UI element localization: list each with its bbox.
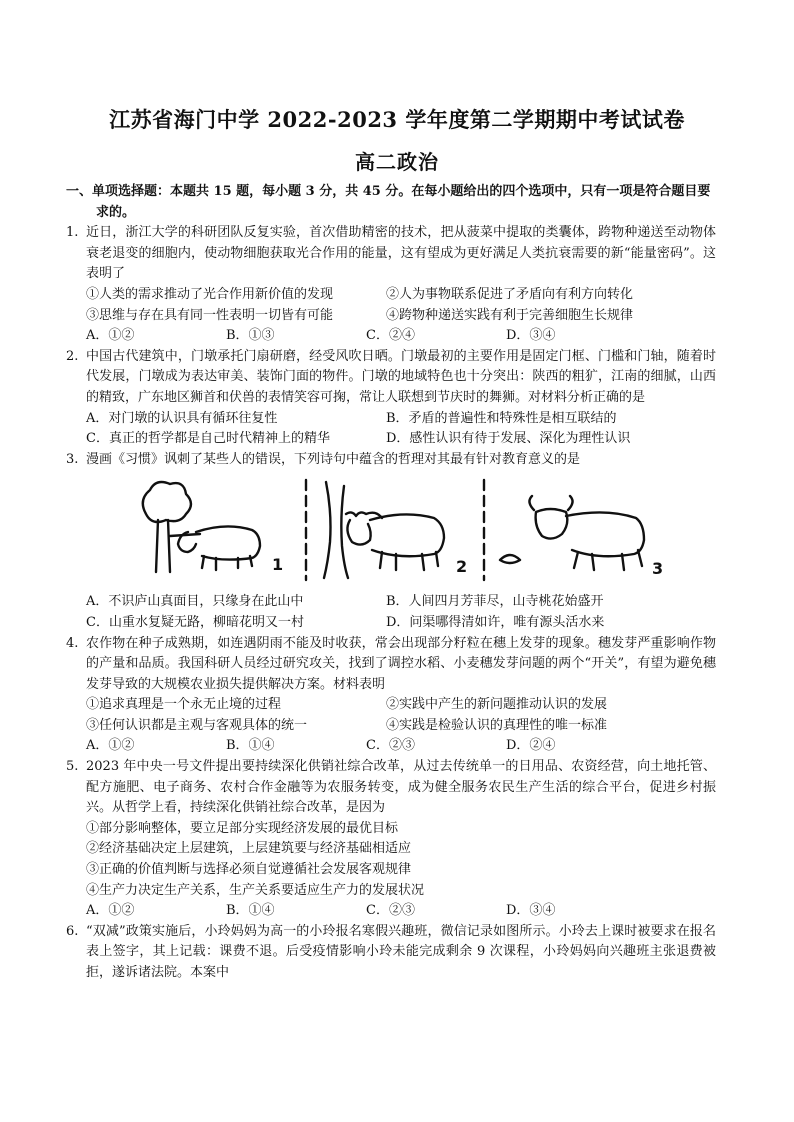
statement-item: ①人类的需求推动了光合作用新价值的发现 <box>86 286 334 302</box>
answer-option: B．①③ <box>226 328 275 344</box>
answer-option: B．人间四月芳菲尽，山寺桃花始盛开 <box>386 594 604 610</box>
cow-icon <box>346 513 444 571</box>
statement-item: ①追求真理是一个永无止境的过程 <box>86 697 282 713</box>
exam-subtitle: 高二政治 <box>355 150 439 174</box>
answer-option: C．山重水复疑无路，柳暗花明又一村 <box>86 614 304 630</box>
question-number: 4. <box>66 635 79 651</box>
question-number: 5. <box>66 759 79 775</box>
question-6 <box>66 922 716 984</box>
answer-option: B．①④ <box>226 903 275 919</box>
panel-label: 2 <box>456 557 468 577</box>
answer-option: A．对门墩的认识具有循环往复性 <box>86 410 278 426</box>
question-number: 2. <box>66 348 79 364</box>
statement-item: ④生产力决定生产关系，生产关系要适应生产力的发展状况 <box>86 882 425 898</box>
answer-option: A．不识庐山真面目，只缘身在此山中 <box>86 594 304 610</box>
answer-option: D．③④ <box>506 328 556 344</box>
statement-item: ③正确的价值判断与选择必须自觉遵循社会发展客观规律 <box>86 862 412 878</box>
answer-option: D．感性认识有待于发展、深化为理性认识 <box>386 431 631 447</box>
question-stem: 中国古代建筑中，门墩承托门扇研磨，经受风吹日晒。门墩最初的主要作用是固定门框、门槛和门轴，随着时代发展，门墩成为表达审美、装饰门面的物件。门墩的地域特色也十分突出：陕西的粗犷，江南的细腻，山西的精致，广东地区狮首和伏兽的表情笑容可掬，常让人联想到节庆时的舞狮。对材料分析正确的是 <box>86 348 716 405</box>
answer-option: D．②④ <box>506 738 556 754</box>
statement-item: ④实践是检验认识的真理性的唯一标准 <box>386 717 608 733</box>
question-stem: 农作物在种子成熟期，如连遇阴雨不能及时收获，常会出现部分籽粒在穗上发芽的现象。穗发芽严重影响作物的产量和品质。我国科研人员经过研究攻关，找到了调控水稻、小麦穗发芽问题的两个“开关”，有望为避免穗发芽导致的大规模农业损失提供解决方案。材料表明 <box>86 635 716 692</box>
statement-item: ②人为事物联系促进了矛盾向有利方向转化 <box>386 286 634 302</box>
habit-cartoon <box>138 476 738 586</box>
answer-option: D．③④ <box>506 903 556 919</box>
statement-item: ②实践中产生的新问题推动认识的发展 <box>386 697 608 713</box>
answer-option: B．①④ <box>226 738 275 754</box>
question-stem: 近日，浙江大学的科研团队反复实验，首次借助精密的技术，把从菠菜中提取的类囊体，跨物种递送至动物体衰老退变的细胞内，使动物细胞获取光合作用的能量，这有望成为更好满足人类抗衰需要的新“能量密码”。这表明了 <box>86 225 716 282</box>
answer-options <box>86 736 716 757</box>
answer-option: C．真正的哲学都是自己时代精神上的精华 <box>86 431 330 447</box>
question-number: 1. <box>66 225 79 241</box>
exam-title: 江苏省海门中学 2022-2023 学年度第二学期期中考试试卷 <box>109 107 685 132</box>
question-2 <box>66 347 716 450</box>
statement-item: ①部分影响整体，要立足部分实现经济发展的最优目标 <box>86 820 399 836</box>
exam-content <box>66 182 716 984</box>
statement-list <box>86 695 716 736</box>
question-3 <box>66 450 716 634</box>
answer-option: D．问渠哪得清如许，唯有源头活水来 <box>386 614 605 630</box>
answer-option: C．②③ <box>366 903 415 919</box>
question-stem: “双减”政策实施后，小玲妈妈为高一的小玲报名寒假兴趣班，微信记录如图所示。小玲去上课时被要求在报名表上签字，其上记载：课费不退。后受疫情影响小玲未能完成剩余 9 次课程，小玲妈妈向兴趣班主张退费被拒，遂诉诸法院。本案中 <box>86 923 716 980</box>
panel-label: 1 <box>272 555 284 575</box>
cartoon-drawing <box>138 476 738 586</box>
question-number: 6. <box>66 923 79 939</box>
cow-tethered-icon <box>170 527 260 571</box>
answer-option: A．①② <box>86 903 135 919</box>
stake-icon <box>500 555 520 563</box>
answer-option: C．②④ <box>366 328 415 344</box>
tree-trunk-icon <box>324 482 348 578</box>
question-stem: 漫画《习惯》讽刺了某些人的错误，下列诗句中蕴含的哲理对其最有针对教育意义的是 <box>86 451 581 467</box>
statement-item: ②经济基础决定上层建筑，上层建筑要与经济基础相适应 <box>86 841 412 857</box>
answer-options <box>86 592 716 633</box>
section-heading: 一、单项选择题：本题共 15 题，每小题 3 分，共 45 分。在每小题给出的四个选项中，只有一项是符合题目要求的。 <box>66 184 711 220</box>
question-stem: 2023 年中央一号文件提出要持续深化供销社综合改革，从过去传统单一的日用品、农资经营，向土地托管、配方施肥、电子商务、农村合作金融等为农服务转变，成为健全服务农民生产生活的综合平台，促进乡村振兴。从哲学上看，持续深化供销社综合改革，是因为 <box>86 759 716 816</box>
statement-item: ③任何认识都是主观与客观具体的统一 <box>86 717 308 733</box>
question-number: 3. <box>66 451 79 467</box>
statement-item: ④跨物种递送实践有利于完善细胞生长规律 <box>386 307 634 323</box>
panel-label: 3 <box>652 559 664 579</box>
tree-icon <box>143 482 191 572</box>
answer-option: A．①② <box>86 328 135 344</box>
statement-list <box>86 819 716 901</box>
question-4 <box>66 634 716 758</box>
answer-options <box>86 326 716 347</box>
answer-options <box>86 409 716 450</box>
question-5 <box>66 757 716 922</box>
answer-option: A．①② <box>86 738 135 754</box>
cow-icon <box>529 496 644 570</box>
answer-option: C．②③ <box>366 738 415 754</box>
statement-list <box>86 285 716 326</box>
answer-options <box>86 901 716 922</box>
question-1 <box>66 223 716 347</box>
statement-item: ③思维与存在具有同一性表明一切皆有可能 <box>86 307 334 323</box>
answer-option: B．矛盾的普遍性和特殊性是相互联结的 <box>386 410 617 426</box>
